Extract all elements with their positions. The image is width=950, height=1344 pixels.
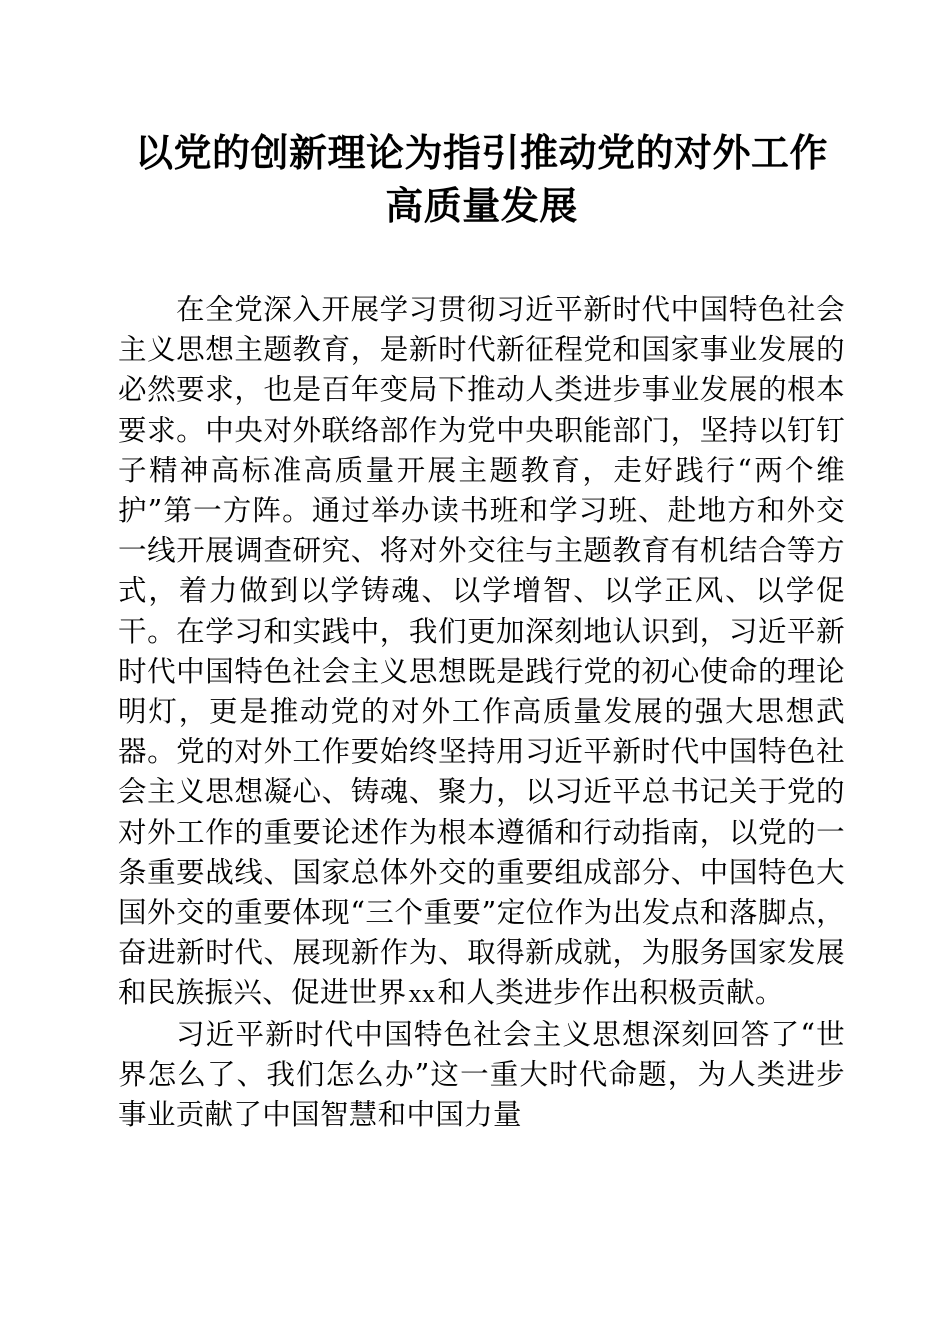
page-title-line-2: 量发展 [462, 183, 578, 228]
paragraph-1-text-tail: 和人类进步作出积极贡献。 [437, 976, 784, 1010]
paragraph-2-text: 习近平新时代中国特色社会主义思想深刻回答了“世界怎么了、我们怎么办”这一重大时代命题，为人类进步事业贡献了中国智慧和中国力量 [118, 1017, 845, 1132]
paragraph-1 [118, 290, 845, 1015]
paragraph-2 [118, 1015, 845, 1137]
page-title [118, 0, 845, 232]
paragraph-1-text: 在全党深入开展学习贯彻习近平新时代中国特色社会主义思想主题教育，是新时代新征程党和国家事业发展的必然要求，也是百年变局下推动人类进步事业发展的根本要求。中央对外联络部作为党中央职能部门，坚持以钉钉子精神高标准高质量开展主题教育，走好践行“两个维护”第一方阵。通过举办读书班和学习班、赴地方和外交一线开展调查研究、将对外交往与主题教育有机结合等方式，着力做到以学铸魂、以学增智、以学正风、以学促干。在学习和实践中，我们更加深刻地认识到，习近平新时代中国特色社会主义思想既是践行党的初心使命的理论明灯，更是推动党的对外工作高质量发展的强大思想武器。党的对外工作要始终坚持用习近平新时代中国特色社会主义思想凝心、铸魂、聚力，以习近平总书记关于党的对外工作的重要论述作为根本遵循和行动指南，以党的一条重要战线、国家总体外交的重要组成部分、中国特色大国外交的重要体现“三个重要”定位作为出发点和落脚点，奋进新时代、展现新作为、取得新成就，为服务国家发展和民族振兴、促进世界 [118, 293, 845, 1010]
paragraph-1-latin-run: xx [408, 979, 436, 1009]
document-body [118, 290, 845, 1136]
paragraph-2-latin-run [522, 1101, 526, 1130]
document-content-column [118, 0, 845, 1136]
page-title-line-1: 以党的创新理论为指引推动党的对外工作高质 [134, 130, 828, 228]
